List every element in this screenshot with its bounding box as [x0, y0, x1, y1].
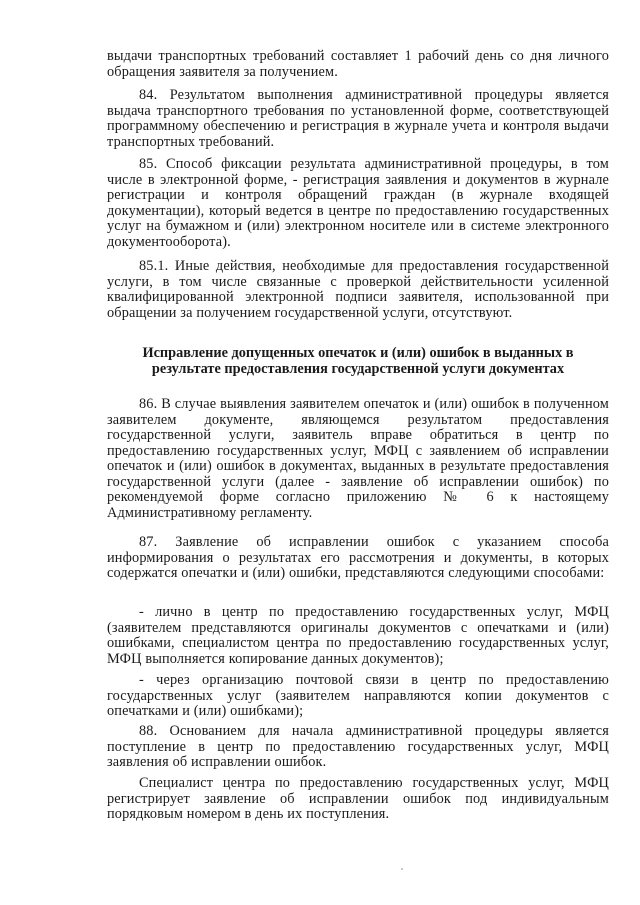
paragraph-87: 87. Заявление об исправлении ошибок с указанием способа информирования о результатах его рассмотрения и документы, в которых содержатся опечатки и (или) ошибки, представляются следующими способами: — [107, 534, 609, 581]
paragraph-specialist-registration: Специалист центра по предоставлению государственных услуг, МФЦ регистрирует заявление об исправлении ошибок под индивидуальным порядковым номером в день их поступления. — [107, 775, 609, 822]
section-heading: Исправление допущенных опечаток и (или) ошибок в выданных в результате предоставления государственной услуги документах — [142, 345, 574, 377]
scan-speck — [401, 868, 403, 870]
paragraph-84: 84. Результатом выполнения административной процедуры является выдача транспортного требования по установленной форме, соответствующей программному обеспечению и регистрация в журнале учета и контроля выдачи транспортных требований. — [107, 87, 609, 150]
paragraph-86: 86. В случае выявления заявителем опечаток и (или) ошибок в полученном заявителем документе, являющемся результатом предоставления государственной услуги, заявитель вправе обратиться в центр по предоставлению государственных услуг, МФЦ с заявлением об исправлении опечаток и (или) ошибок в документах, выданных в результате предоставления государственной услуги (далее - заявление об исправлении ошибок) по рекомендуемой форме согласно приложению № 6 к настоящему Административному регламенту. — [107, 396, 609, 521]
paragraph-85-1: 85.1. Иные действия, необходимые для предоставления государственной услуги, в том числе связанные с проверкой действительности усиленной квалифицированной электронной подписи заявителя, использованной при обращении за получением государственной услуги, отсутствуют. — [107, 258, 609, 321]
paragraph-continuation: выдачи транспортных требований составляет 1 рабочий день со дня личного обращения заявителя за получением. — [107, 48, 609, 80]
list-item-by-mail: - через организацию почтовой связи в центр по предоставлению государственных услуг (заявителем направляются копии документов с опечатками и (или) ошибками); — [107, 672, 609, 719]
paragraph-88: 88. Основанием для начала административной процедуры является поступление в центр по предоставлению государственных услуг, МФЦ заявления об исправлении ошибок. — [107, 723, 609, 770]
paragraph-85: 85. Способ фиксации результата административной процедуры, в том числе в электронной форме, - регистрация заявления и документов в журнале регистрации и контроля обращений граждан (в журнале входящей документации), который ведется в центре по предоставлению государственных услуг на бумажном и (или) электронном носителе или в системе электронного документооборота). — [107, 156, 609, 250]
list-item-in-person: - лично в центр по предоставлению государственных услуг, МФЦ (заявителем представляются оригиналы документов с опечатками и (или) ошибками, специалистом центра по предоставлению государственных услуг, МФЦ выполняется копирование данных документов); — [107, 604, 609, 667]
